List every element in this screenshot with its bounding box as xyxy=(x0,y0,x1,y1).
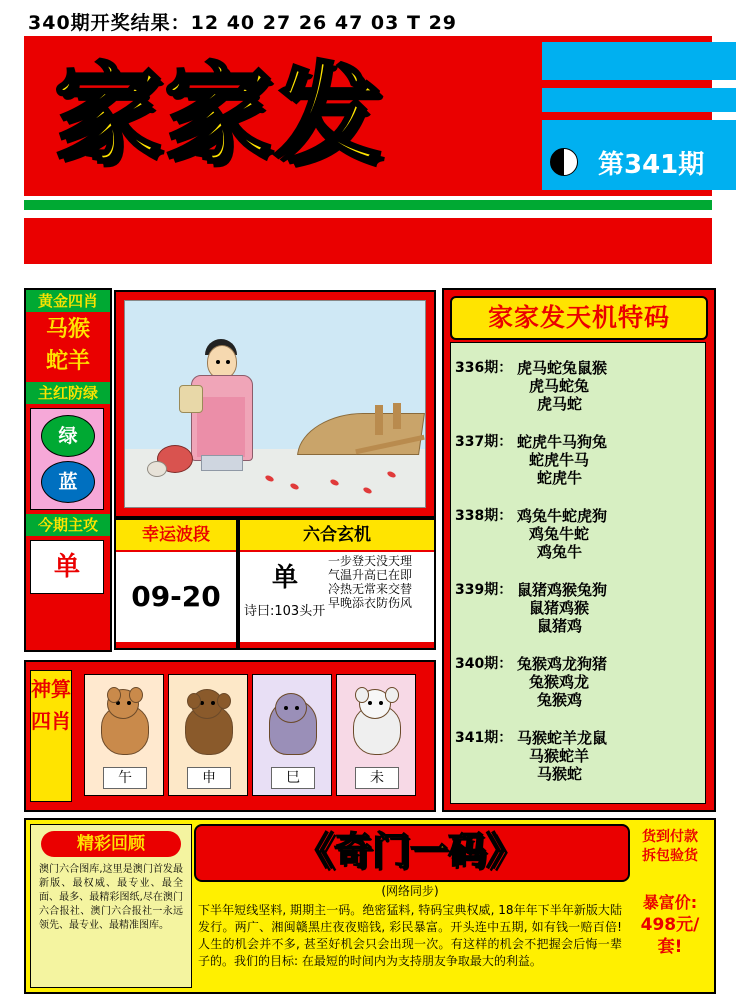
poem-value: 103头开 xyxy=(274,604,326,619)
tianji-line3: 鸡兔牛 xyxy=(537,543,583,561)
mid-row xyxy=(114,518,432,646)
liuhe-panel xyxy=(238,518,436,650)
zodiac-tag: 申 xyxy=(187,767,231,789)
result-line: 340期开奖结果：12 40 27 26 47 03 T 29 xyxy=(28,12,458,34)
bottom-panel xyxy=(24,818,716,994)
figure-person xyxy=(183,337,261,467)
poem-line-2: 气温升高已在即 xyxy=(328,568,413,582)
figure-sack xyxy=(179,385,203,413)
tianji-issue: 336期： xyxy=(455,360,513,376)
figure-robe-shade xyxy=(197,397,245,457)
tianji-line2: 马猴蛇羊 xyxy=(529,747,590,765)
figure-legs xyxy=(201,455,243,471)
shensuan-title: 神算四肖 xyxy=(30,670,72,802)
review-title: 精彩回顾 xyxy=(41,831,181,857)
poem-line-4: 早晚添衣防伤风 xyxy=(328,596,413,610)
stick-2 xyxy=(375,405,383,435)
tianji-line1: 兔猴鸡龙狗猪 xyxy=(517,655,608,673)
banner-right-block xyxy=(542,42,736,190)
tianji-issue: 337期： xyxy=(455,434,513,450)
liuhe-title: 六合玄机 xyxy=(240,520,434,550)
tianji-list xyxy=(450,342,706,804)
zodiac-cell-goat xyxy=(336,674,416,796)
qimen-subtitle: (网络同步) xyxy=(381,884,439,898)
tianji-line1: 鼠猪鸡猴兔狗 xyxy=(517,581,608,599)
cyan-bar-1 xyxy=(542,42,736,80)
qimen-panel xyxy=(194,824,626,986)
main-attack-value: 单 xyxy=(30,540,104,594)
tianji-title: 家家发天机特码 xyxy=(450,296,708,340)
qimen-body-text: 下半年短线坚料, 期期主一码。绝密猛料, 特码宝典权威, 18年年下半年新版大陆发行。两广、湘闽赣黑庄夜夜赔钱, 彩民暴富。开头连中五期, 如有钱一赔百倍! 人生的机会并不多, 甚至好机会只会出现一次。有这样的机会不把握会后悔一辈子的。我们的目标: 在最短的时间内为支持朋友争取最大的利益。 xyxy=(198,903,622,968)
tianji-issue: 339期： xyxy=(455,582,513,598)
ball-green: 绿 xyxy=(41,415,95,457)
figure-head xyxy=(207,345,237,379)
illustration-panel xyxy=(114,290,436,518)
delivery-line-1: 货到付款 xyxy=(642,829,698,845)
tianji-line2: 虎马蛇兔 xyxy=(529,377,590,395)
delivery-line-2: 拆包验货 xyxy=(642,848,698,864)
monkey-icon xyxy=(179,687,237,759)
lucky-wave-panel xyxy=(114,518,238,650)
review-panel xyxy=(30,824,192,988)
poem-line-1: 一步登天没天理 xyxy=(328,554,413,568)
tianji-line3: 蛇虎牛 xyxy=(537,469,583,487)
tianji-line2: 鸡兔牛蛇 xyxy=(529,525,590,543)
golden-animals-line2: 蛇羊 xyxy=(45,349,90,374)
snake-icon xyxy=(263,687,321,759)
delivery-panel xyxy=(630,824,710,986)
lucky-wave-title: 幸运波段 xyxy=(116,520,236,550)
liuhe-value: 单 xyxy=(271,563,298,593)
poem-label: 诗曰: xyxy=(244,604,275,619)
zodiac-tag: 未 xyxy=(355,767,399,789)
tianji-issue: 341期： xyxy=(455,730,513,746)
shensuan-panel xyxy=(24,660,436,812)
price-value: 498元/套! xyxy=(640,915,700,957)
rock-white xyxy=(147,461,167,477)
cyan-bar-3 xyxy=(542,120,736,190)
tianji-line1: 鸡兔牛蛇虎狗 xyxy=(517,507,608,525)
tianji-line2: 兔猴鸡龙 xyxy=(529,673,590,691)
zodiac-tag: 巳 xyxy=(271,767,315,789)
poem-lines xyxy=(328,554,430,610)
golden-four-subtitle: 主红防绿 xyxy=(26,382,110,404)
golden-four-title: 黄金四肖 xyxy=(26,290,110,312)
red-block xyxy=(24,218,712,264)
review-text: 澳门六合图库,这里是澳门首发最新版、最权威、最专业、最全面、最多、最精彩图纸,尽在澳门六合报社、澳门六合报社一永远领先、最专业、最精准图库。 xyxy=(39,864,183,931)
main-attack-title: 今期主攻 xyxy=(26,514,110,536)
golden-four-panel xyxy=(24,288,112,652)
color-balls xyxy=(30,408,104,510)
tianji-line3: 鼠猪鸡 xyxy=(537,617,583,635)
goat-icon xyxy=(347,687,405,759)
tianji-panel xyxy=(442,288,716,812)
tianji-line1: 马猴蛇羊龙鼠 xyxy=(517,729,608,747)
tianji-line3: 马猴蛇 xyxy=(537,765,583,783)
delivery-lines xyxy=(630,828,710,866)
green-divider xyxy=(24,200,712,210)
tianji-line2: 鼠猪鸡猴 xyxy=(529,599,590,617)
tianji-issue: 340期： xyxy=(455,656,513,672)
issue-number: 第341期 xyxy=(598,150,705,180)
zodiac-cell-snake xyxy=(252,674,332,796)
golden-four-animals xyxy=(26,314,110,380)
stick-3 xyxy=(393,403,401,429)
taiji-icon xyxy=(550,148,578,176)
golden-animals-line1: 马猴 xyxy=(45,317,90,342)
tianji-line3: 兔猴鸡 xyxy=(537,691,583,709)
banner-title: 家家发 xyxy=(54,53,385,178)
zodiac-cell-horse xyxy=(84,674,164,796)
liuhe-body xyxy=(240,552,434,642)
tianji-line2: 蛇虎牛马 xyxy=(529,451,590,469)
illustration-image xyxy=(124,300,426,508)
qimen-title: 《奇门一码》 xyxy=(295,829,524,873)
tianji-line1: 虎马蛇兔鼠猴 xyxy=(517,359,608,377)
zodiac-tag: 午 xyxy=(103,767,147,789)
ball-blue: 蓝 xyxy=(41,461,95,503)
tianji-line1: 蛇虎牛马狗兔 xyxy=(517,433,608,451)
main-banner xyxy=(24,36,712,196)
zodiac-cell-monkey xyxy=(168,674,248,796)
cyan-bar-2 xyxy=(542,88,736,112)
price-header: 暴富价: xyxy=(642,893,698,912)
poem-line-3: 冷热无常来交替 xyxy=(328,582,413,596)
white-gap xyxy=(24,264,712,286)
tianji-issue: 338期： xyxy=(455,508,513,524)
lucky-wave-value: 09-20 xyxy=(116,552,236,642)
horse-icon xyxy=(95,687,153,759)
tianji-line3: 虎马蛇 xyxy=(537,395,583,413)
